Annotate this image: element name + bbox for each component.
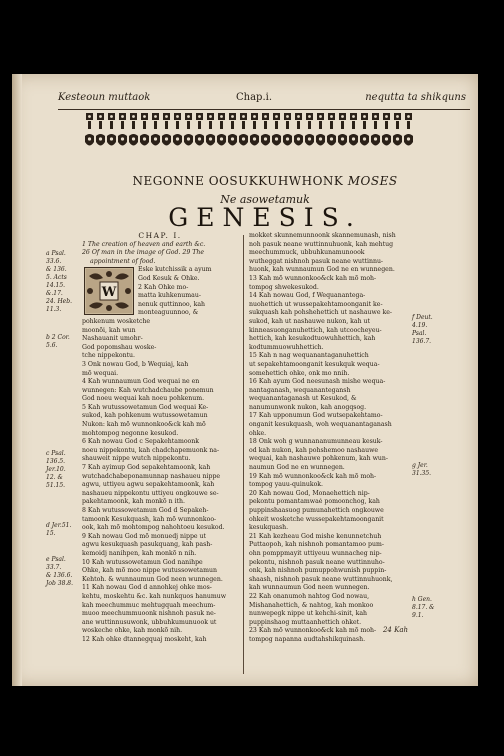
book-title-name: MOSES	[347, 174, 398, 188]
text-line: ut sepakehtamoonganit kesukquk wequa-	[249, 360, 380, 368]
margin-reference: Job 38.8.	[46, 580, 74, 587]
text-line: shaash, nishnoh pasuk neane wuttinnuhuonk,	[249, 575, 393, 583]
margin-reference: 15.	[46, 530, 56, 537]
text-line: wunnegen: Kah wutchadchaube ponemun	[82, 386, 214, 394]
text-line: pekontu pomantamwaé pomoonchog, kah	[249, 498, 380, 506]
text-line: meechummuck, ubbuhkunamunoook	[249, 249, 365, 257]
text-line: nuohettich ut wussepakehtamoonganit ke-	[249, 300, 383, 308]
text-line: kehtu, moskehtu &c. kah nunkquos hanumuw	[82, 592, 227, 600]
text-line: kesukquash.	[249, 524, 289, 532]
decorated-initial	[84, 267, 134, 315]
running-head-left: Kesteoun muttaok	[58, 92, 151, 103]
book-title-text: NEGONNE OOSUKKUHWHONK	[132, 174, 344, 188]
margin-reference: f Deut.	[412, 314, 433, 321]
text-line: 5 Kah wutussowetamun God wequai Ke-	[82, 403, 209, 411]
text-line: puppinshaasuog pumunahettich ongkouwe	[249, 507, 384, 514]
text-line: ohke.	[249, 429, 267, 437]
book-subtitle: Ne asowetamuk	[220, 193, 310, 206]
text-line: 2 Kah Ohke mo-	[138, 283, 189, 291]
text-line: kodtummuowuhhettich.	[249, 343, 324, 351]
page-spine-shadow	[12, 74, 22, 686]
margin-reference: & 136.	[46, 266, 67, 273]
margin-reference: b 2 Cor.	[46, 334, 70, 341]
text-line: Puttaopoh, kah nishnoh pomantamoo pum-	[249, 541, 384, 549]
text-line: Ohke, kah mõ moo nippe wutussowetamun	[82, 567, 217, 575]
text-line: tche nippekontu.	[82, 352, 136, 360]
text-line: matta kuhkenumau-	[138, 292, 201, 300]
margin-reference: 14.15.	[46, 282, 66, 289]
margin-reference: &.17.	[46, 290, 63, 297]
text-line: sukod, kah ut nashauwe nukon, kah ut	[249, 317, 371, 325]
margin-reference: h Gen.	[412, 596, 432, 603]
ornament-band-bottom	[84, 133, 414, 151]
margin-reference: 8.17. &	[412, 604, 435, 611]
summary-line: appointment of food.	[90, 257, 156, 265]
text-line: muoo meechummuoonk nishnoh pasuk ne-	[82, 610, 216, 618]
text-line: 12 Kah ohke dtannegquaj moskeht, kah	[82, 635, 207, 643]
text-line: onganit kesukquash, woh wequanantaganash	[249, 421, 392, 429]
text-line: 23 Kah mõ wunnonkoo&ck kah mõ moh-	[249, 627, 377, 635]
text-line: noeu nippekontu, kah chadchapemuonk na-	[82, 446, 220, 454]
text-line: naumun God ne en wunnegen.	[249, 464, 345, 472]
text-line: ohn pomppmayit uttiyeuu wunnacheg nip-	[249, 549, 382, 557]
running-head-chapter: Chap.i.	[236, 92, 273, 103]
text-line: Kehtoh. & wunnaumun God neen wunnegen.	[82, 575, 223, 583]
margin-reference: 51.15.	[46, 482, 66, 489]
text-line: 21 Kah kezheau God mishe kenunnetchuh	[249, 532, 382, 540]
text-line: 18 Onk woh g wunnananumunneau kesuk-	[249, 438, 383, 446]
text-line: nantaganash, wequanantegansh	[249, 386, 351, 394]
margin-reference: a Psal.	[46, 250, 66, 257]
margin-reference: & 136.6.	[46, 572, 73, 579]
text-line: God noeu wequai kah noeu pohkenum.	[82, 395, 205, 403]
book-title-line	[40, 174, 490, 188]
text-line: sukquash kah pohshehettich ut nashauwe ke-	[249, 309, 392, 317]
margin-reference: 9.1.	[412, 612, 424, 619]
header-rule	[58, 109, 470, 110]
margin-reference: 33.7.	[46, 564, 62, 571]
text-line: mohtompog negonne kesukod.	[82, 429, 179, 437]
text-line: pohkenum wosketche	[82, 317, 151, 325]
margin-reference: d Jer.51.	[46, 522, 72, 529]
right-text-column	[249, 232, 411, 645]
margin-reference: e Psal.	[46, 556, 66, 563]
text-line: 4 Kah wunnaumun God wequai ne en	[82, 378, 200, 386]
text-line: 22 Kah onanumoh nahtog God nowau,	[249, 592, 370, 600]
text-line: shauweit nippe wutch nippekontu.	[82, 455, 191, 463]
text-line: Nukon: kah mõ wunnonkoo&ck kah mõ	[82, 421, 206, 429]
text-line: God popomshau woske-	[82, 343, 157, 351]
text-line: tompog napanna audtahshikquinash.	[249, 635, 366, 643]
right-column-lines	[249, 232, 411, 645]
text-line: kinneasuonganuhettich, kah utcoocheyeu-	[249, 326, 382, 334]
text-line: 10 Kah wutussowetamun God nanihpe	[82, 558, 203, 566]
margin-reference: 31.35.	[412, 470, 432, 477]
text-line: nenuk quttinnoo, kah	[138, 300, 206, 308]
text-line: ohkeit wosketche wussepakehtamoonganit	[249, 515, 384, 523]
text-line: wutchadchabeponamunnap nashaueu nippe	[82, 472, 221, 480]
margin-reference: g Jer.	[412, 462, 428, 469]
text-line: Eske kutchissik a ayum	[138, 266, 212, 274]
text-line: 14 Kah nowau God, f Wequanantega-	[249, 292, 366, 300]
text-line: nashaueu nippekontu uttiyeu ongkouwe se-	[82, 489, 219, 497]
text-line: kemoidj nanihpen, kah monkõ n nih.	[82, 549, 197, 557]
text-line: hettich, kah kesukodtuowuhhettich, kah	[249, 335, 376, 343]
text-line: 19 Kah mõ wunnonkoo&ck kah mõ moh-	[249, 472, 377, 480]
text-line: nunwepegk nippe ut kehchi-sinit, kah	[249, 610, 368, 618]
text-line: huonk, kah wunnaumun God ne en wunnegen.	[249, 266, 395, 274]
left-column-lines	[82, 266, 238, 644]
margin-reference: 136.7.	[412, 338, 432, 345]
text-line: mõ wequai.	[82, 369, 119, 377]
text-line: moonõi, kah wun	[82, 326, 136, 334]
initial-letter: W	[101, 285, 117, 300]
margin-reference: 11.3.	[46, 306, 62, 313]
text-line: nanumunwonk nukon, kah anogqsog.	[249, 403, 367, 411]
text-line: wutheggat nishnoh pasuk neane wuttinnu-	[249, 257, 384, 265]
margin-reference: Jer.10.	[46, 466, 66, 473]
text-line: wequanantaganash ut Kesukod, &	[249, 395, 357, 403]
margin-reference: 12. &	[46, 474, 63, 481]
text-line: tompog yauu-quinukok.	[249, 481, 324, 489]
text-line: 3 Onk nowau God, b Wequiaj, kah	[82, 360, 189, 368]
text-line: 11 Kah nowau God d annohkej ohke mos-	[82, 584, 212, 592]
summary-line: 26 Of man in the image of God. 29 The	[82, 249, 204, 257]
ornament-band-top	[84, 112, 414, 130]
text-line: mokket skunnemunnoonk skannemunash, nish	[249, 232, 396, 239]
margin-reference: 5.6.	[46, 342, 58, 349]
text-line: pekontu, nishnoh pasuk neane wuttinnuho-	[249, 558, 385, 566]
text-line: ook, kah mõ mohtompog nahohtoeu kesukod.	[82, 524, 225, 532]
margin-reference: 33.6.	[46, 258, 62, 265]
text-line: 6 Kah nowau God c Sepakehtamoonk	[82, 438, 200, 446]
text-line: Mishanahettich, & nahtog, kah monkoo	[249, 601, 374, 609]
text-line: kah wunnaumun God neen wunnegen.	[249, 584, 370, 592]
text-line: Nashauanit umohr-	[82, 335, 143, 343]
text-line: God Kesuk & Ohke.	[138, 274, 200, 282]
text-line: 16 Kah ayum God neesunash mishe wequa-	[249, 378, 386, 386]
text-line: onk, kah nishnoh pumuppohwunish puppin-	[249, 567, 387, 575]
text-line: 17 Kah upponumun God wutsepakehtamo-	[249, 412, 383, 420]
column-divider	[243, 235, 244, 674]
text-line: 9 Kah nowau God mõ monuedj nippe ut	[82, 532, 207, 540]
text-line: 7 Kah ayimup God sepakehtamoonk, kah	[82, 464, 211, 472]
catchword: 24 Kah	[382, 626, 408, 634]
text-line: noh pasuk neane wuttinnuhuonk, kah mehtug	[249, 240, 394, 248]
text-line: monteaguunnoo, &	[138, 309, 199, 317]
text-line: tompog shwekesukod.	[249, 283, 319, 291]
summary-line: 1 The creation of heaven and earth &c.	[82, 240, 206, 248]
text-line: wequai, kah nashauwe pohkenum, kah wun-	[249, 455, 388, 463]
text-line: 20 Kah nowau God, Monaehettich nip-	[249, 489, 370, 497]
margin-reference: 5. Acts	[46, 274, 67, 281]
margin-reference: 24. Heb.	[46, 298, 72, 305]
running-head	[40, 92, 490, 108]
running-head-right: nequtta ta shikquns	[365, 92, 466, 103]
text-line: agwu, uttiyeu agwu sepakehtamoonk, kah	[82, 481, 215, 489]
text-line: 13 Kah mõ wunnonkoo&ck kah mõ moh-	[249, 274, 377, 282]
text-line: 15 Kah n nag wequanantaganuhettich	[249, 352, 369, 360]
text-line: kah meechummuc mehtugquah meechum-	[82, 601, 216, 609]
margin-reference: Psal.	[412, 330, 427, 337]
text-line: pakehtamoonk, kah monkõ n ith.	[82, 498, 185, 506]
text-line: tamoonk Kesukquash, kah mõ wunnonkoo-	[82, 515, 217, 523]
margin-reference: 136.5.	[46, 458, 66, 465]
text-line: sukod, kah pohkenum wutussowetamun	[82, 412, 208, 420]
text-line: agwu kesukquash pasukquang, kah pash-	[82, 541, 213, 549]
text-line: somehettich ohke, onk mo nnih.	[249, 369, 350, 377]
text-line: ane wuttinnusuwonk, ubbuhkumunuook ut	[82, 618, 217, 626]
text-line: puppinshaog muttaanhettich ohket.	[249, 618, 362, 626]
chapter-heading: CHAP. I.	[138, 232, 182, 240]
text-line: woskeche ohke, kah monkõ nih.	[82, 627, 183, 635]
book-main-title: GENESIS.	[168, 203, 362, 232]
margin-reference: c Psal.	[46, 450, 66, 457]
margin-reference: 4.19.	[412, 322, 428, 329]
text-line: 8 Kah wutussowetamun God d Sepakeh-	[82, 507, 209, 514]
text-line: od kah nukon, kah pohshemoo nashauwe	[249, 446, 379, 454]
